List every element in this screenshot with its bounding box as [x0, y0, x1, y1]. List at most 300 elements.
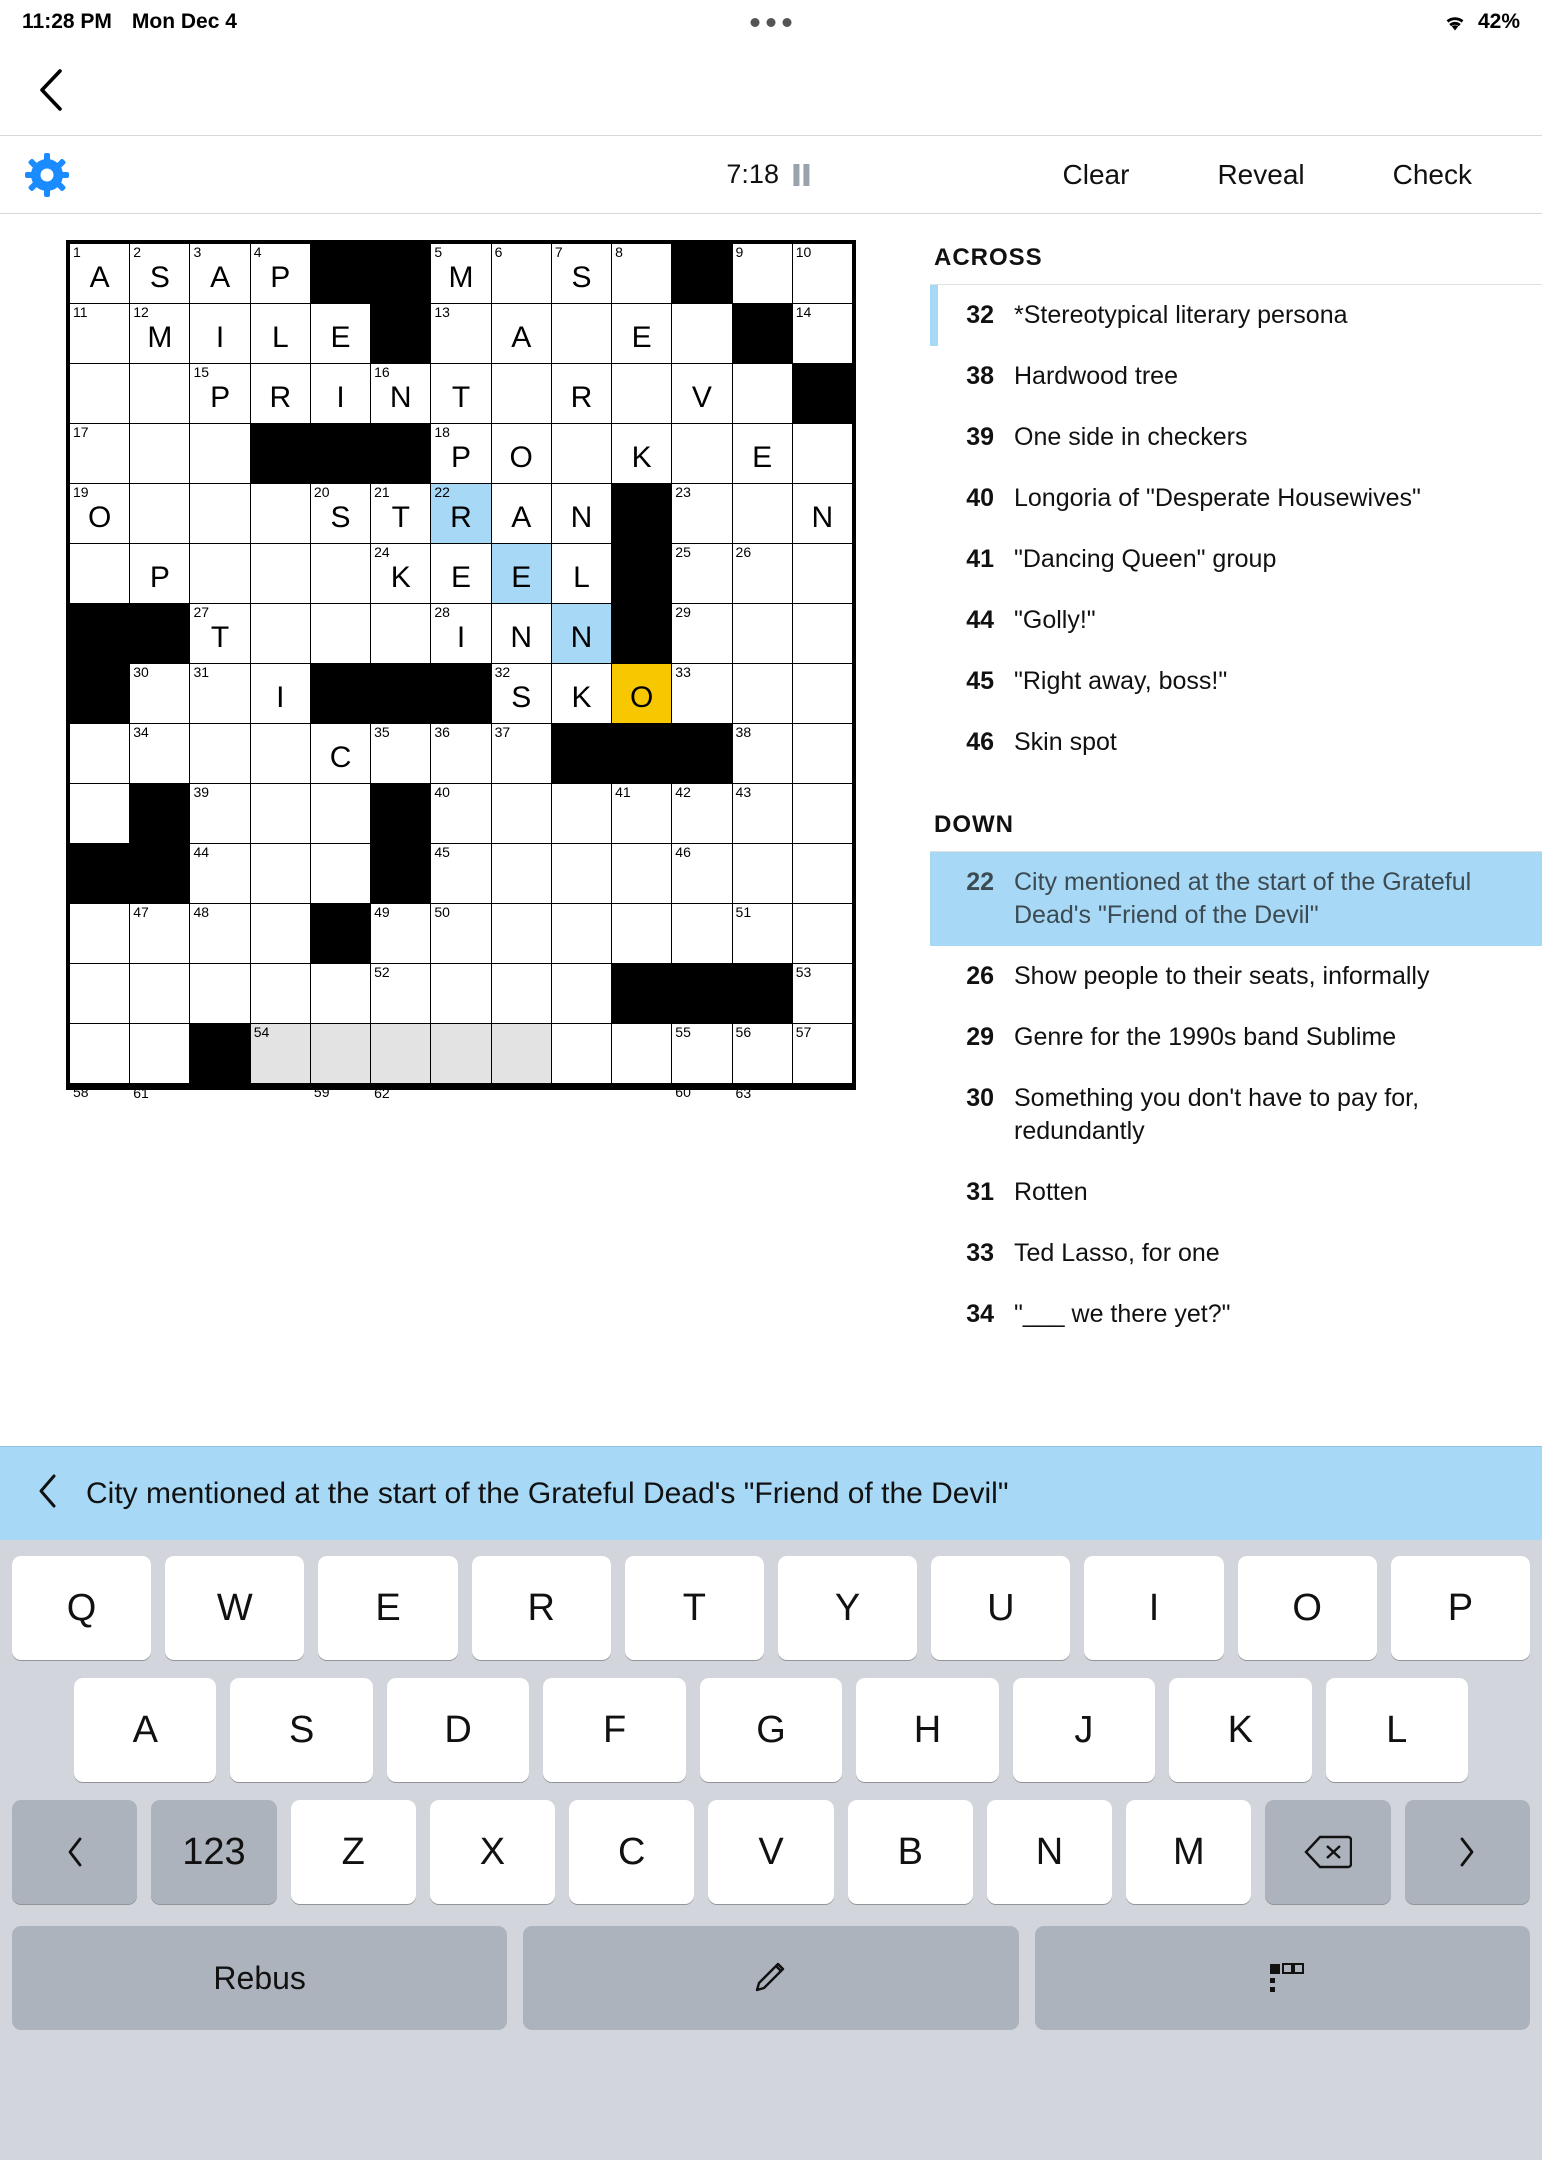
grid-cell[interactable]	[251, 1024, 310, 1083]
grid-cell[interactable]	[251, 964, 310, 1023]
grid-block	[311, 664, 370, 723]
key-c[interactable]: C	[569, 1800, 694, 1904]
cell-number: 25	[675, 544, 691, 560]
timer-group[interactable]	[726, 159, 809, 190]
clue-number: 26	[966, 962, 994, 990]
grid-cell[interactable]	[70, 904, 129, 963]
cell-number: 33	[675, 664, 691, 680]
key-l[interactable]: L	[1326, 1678, 1468, 1782]
clue-number: 33	[966, 1239, 994, 1267]
grid-block	[190, 1024, 249, 1083]
clue-item-down-29[interactable]	[930, 1007, 1542, 1068]
clue-item-across-39[interactable]	[930, 407, 1542, 468]
backspace-icon[interactable]	[1265, 1800, 1390, 1904]
cell-number: 28	[434, 604, 450, 620]
grid-cell[interactable]	[431, 844, 490, 903]
clue-text: "Right away, boss!"	[1014, 667, 1228, 695]
key-v[interactable]: V	[708, 1800, 833, 1904]
keyboard-row-2	[12, 1678, 1530, 1782]
grid-cell[interactable]	[733, 904, 792, 963]
grid-cell[interactable]	[70, 424, 129, 483]
grid-block	[70, 844, 129, 903]
cell-number: 15	[193, 364, 210, 380]
clue-number: 32	[966, 301, 994, 329]
clue-number: 46	[966, 728, 994, 756]
clue-item-across-38[interactable]	[930, 346, 1542, 407]
grid-cell[interactable]	[672, 904, 731, 963]
key-z[interactable]: Z	[291, 1800, 416, 1904]
grid-cell[interactable]	[371, 1024, 430, 1083]
grid-cell[interactable]	[431, 244, 490, 303]
grid-cell[interactable]	[793, 484, 852, 543]
grid-cell[interactable]	[552, 544, 611, 603]
grid-cell[interactable]	[70, 784, 129, 843]
clue-text: Skin spot	[1014, 728, 1117, 756]
key-n[interactable]: N	[987, 1800, 1112, 1904]
cell-letter: N	[570, 620, 593, 654]
clear-button[interactable]: Clear	[1062, 158, 1130, 190]
grid-cell[interactable]	[672, 784, 731, 843]
grid-cell[interactable]	[793, 304, 852, 363]
grid-cell[interactable]	[492, 964, 551, 1023]
grid-cell[interactable]	[431, 1024, 490, 1083]
grid-cell[interactable]	[190, 964, 249, 1023]
cell-letter: T	[210, 620, 230, 654]
grid-cell[interactable]	[552, 1024, 611, 1083]
grid-cell[interactable]	[311, 364, 370, 423]
grid-cell[interactable]	[733, 604, 792, 663]
grid-cell[interactable]	[492, 304, 551, 363]
grid-cell[interactable]	[311, 844, 370, 903]
grid-cell[interactable]	[371, 604, 430, 663]
grid-cell[interactable]	[612, 424, 671, 483]
clue-item-across-32[interactable]	[930, 285, 1542, 346]
grid-cell[interactable]	[190, 784, 249, 843]
grid-cell[interactable]	[70, 244, 129, 303]
grid-cell[interactable]	[492, 424, 551, 483]
grid-cell[interactable]	[612, 244, 671, 303]
grid-cell[interactable]	[612, 1024, 671, 1083]
grid-block	[371, 424, 430, 483]
keyboard-prev-icon[interactable]	[12, 1800, 137, 1904]
cell-letter: M	[448, 260, 474, 294]
grid-cell[interactable]	[190, 904, 249, 963]
clue-item-across-45[interactable]	[930, 651, 1542, 712]
clue-text: Show people to their seats, informally	[1014, 962, 1430, 990]
cell-number: 7	[554, 244, 563, 260]
grid-block	[612, 724, 671, 783]
key-i[interactable]: I	[1084, 1556, 1223, 1660]
grid-cell[interactable]	[311, 304, 370, 363]
grid-cell[interactable]	[190, 724, 249, 783]
keyboard-layout-icon[interactable]	[1035, 1926, 1530, 2030]
key-f[interactable]: F	[543, 1678, 685, 1782]
grid-cell[interactable]	[70, 1024, 129, 1083]
key-g[interactable]: G	[700, 1678, 842, 1782]
cell-number: 43	[735, 784, 752, 800]
grid-cell[interactable]	[612, 664, 671, 723]
grid-cell[interactable]	[552, 904, 611, 963]
grid-cell[interactable]	[793, 844, 852, 903]
grid-cell[interactable]	[672, 304, 731, 363]
cell-number: 44	[193, 844, 210, 860]
grid-cell[interactable]	[552, 424, 611, 483]
grid-cell[interactable]	[251, 544, 310, 603]
grid-block	[612, 544, 671, 603]
grid-cell[interactable]	[733, 484, 792, 543]
key-o[interactable]: O	[1238, 1556, 1377, 1660]
key-k[interactable]: K	[1169, 1678, 1311, 1782]
cell-number: 17	[73, 424, 89, 440]
grid-cell[interactable]	[190, 664, 249, 723]
cell-number: 58	[73, 1084, 89, 1100]
check-button[interactable]: Check	[1392, 158, 1472, 190]
cell-number: 36	[434, 724, 450, 740]
cell-letter: K	[390, 560, 411, 594]
grid-cell[interactable]	[130, 1024, 189, 1083]
grid-cell[interactable]	[251, 304, 310, 363]
grid-cell[interactable]	[251, 604, 310, 663]
keyboard-next-icon[interactable]	[1405, 1800, 1530, 1904]
grid-cell[interactable]	[70, 364, 129, 423]
grid-cell[interactable]	[251, 904, 310, 963]
grid-cell[interactable]	[612, 844, 671, 903]
grid-cell[interactable]	[130, 724, 189, 783]
grid-cell[interactable]	[371, 724, 430, 783]
grid-block	[612, 604, 671, 663]
grid-cell[interactable]	[190, 244, 249, 303]
grid-cell[interactable]	[612, 784, 671, 843]
grid-cell[interactable]	[70, 304, 129, 363]
grid-cell[interactable]	[251, 244, 310, 303]
grid-cell[interactable]	[552, 364, 611, 423]
grid-cell[interactable]	[251, 724, 310, 783]
grid-cell[interactable]	[793, 784, 852, 843]
grid-cell[interactable]	[793, 664, 852, 723]
grid-cell[interactable]	[251, 664, 310, 723]
grid-cell[interactable]	[311, 784, 370, 843]
grid-cell[interactable]	[70, 724, 129, 783]
grid-cell[interactable]	[672, 664, 731, 723]
grid-cell[interactable]	[492, 784, 551, 843]
cell-number: 56	[735, 1024, 752, 1040]
clue-text: Genre for the 1990s band Sublime	[1014, 1023, 1397, 1051]
grid-cell[interactable]	[793, 544, 852, 603]
cell-number: 41	[615, 784, 631, 800]
key-a[interactable]: A	[74, 1678, 216, 1782]
current-clue-bar[interactable]	[0, 1446, 1542, 1540]
cell-letter: A	[210, 260, 231, 294]
grid-cell[interactable]	[311, 964, 370, 1023]
grid-cell[interactable]	[251, 364, 310, 423]
cell-letter: R	[450, 500, 472, 534]
grid-cell[interactable]	[130, 904, 189, 963]
gear-icon[interactable]	[24, 152, 70, 198]
clue-number: 34	[966, 1300, 994, 1328]
grid-cell[interactable]	[431, 484, 490, 543]
grid-cell[interactable]	[612, 304, 671, 363]
grid-cell[interactable]	[431, 904, 490, 963]
grid-cell[interactable]	[431, 424, 490, 483]
cell-letter: L	[271, 320, 289, 354]
grid-cell[interactable]	[492, 904, 551, 963]
grid-cell[interactable]	[130, 484, 189, 543]
grid-cell[interactable]	[793, 604, 852, 663]
grid-cell[interactable]	[431, 964, 490, 1023]
cell-number: 16	[374, 364, 390, 380]
key-w[interactable]: W	[165, 1556, 304, 1660]
grid-cell[interactable]	[793, 964, 852, 1023]
grid-block	[733, 304, 792, 363]
grid-cell[interactable]	[311, 1024, 370, 1083]
grid-cell[interactable]	[130, 544, 189, 603]
grid-cell[interactable]	[552, 844, 611, 903]
clue-number: 39	[966, 423, 994, 451]
grid-cell[interactable]	[552, 304, 611, 363]
grid-cell[interactable]	[733, 664, 792, 723]
grid-cell[interactable]	[371, 964, 430, 1023]
key-h[interactable]: H	[856, 1678, 998, 1782]
clue-item-down-34[interactable]	[930, 1284, 1542, 1345]
grid-cell[interactable]	[130, 424, 189, 483]
grid-cell[interactable]	[672, 484, 731, 543]
grid-cell[interactable]	[311, 484, 370, 543]
clue-prev-icon[interactable]	[34, 1471, 60, 1516]
grid-cell[interactable]	[672, 604, 731, 663]
cell-letter: K	[631, 440, 652, 474]
grid-block	[130, 844, 189, 903]
keyboard-row-1	[12, 1556, 1530, 1660]
clues-pane	[930, 214, 1542, 1446]
puzzle-content	[0, 214, 1542, 1446]
grid-cell[interactable]	[733, 844, 792, 903]
grid-cell[interactable]	[552, 784, 611, 843]
cell-letter: C	[329, 740, 352, 774]
clue-text: Hardwood tree	[1014, 362, 1178, 390]
clue-item-across-40[interactable]	[930, 468, 1542, 529]
clue-item-down-22[interactable]	[930, 852, 1542, 946]
key-p[interactable]: P	[1391, 1556, 1530, 1660]
key-y[interactable]: Y	[778, 1556, 917, 1660]
grid-cell[interactable]	[672, 1024, 731, 1083]
grid-cell[interactable]	[552, 664, 611, 723]
grid-cell[interactable]	[311, 544, 370, 603]
more-dots-icon	[751, 18, 792, 27]
numeric-key[interactable]: 123	[151, 1800, 276, 1904]
grid-block	[371, 664, 430, 723]
grid-cell[interactable]	[492, 244, 551, 303]
grid-cell[interactable]	[552, 604, 611, 663]
grid-block	[311, 244, 370, 303]
cell-letter: S	[149, 260, 170, 294]
clue-number: 41	[966, 545, 994, 573]
grid-cell[interactable]	[431, 784, 490, 843]
grid-block	[431, 664, 490, 723]
grid-cell[interactable]	[733, 724, 792, 783]
key-s[interactable]: S	[230, 1678, 372, 1782]
grid-cell[interactable]	[612, 904, 671, 963]
key-r[interactable]: R	[472, 1556, 611, 1660]
grid-cell[interactable]	[492, 724, 551, 783]
cell-letter: R	[269, 380, 292, 414]
pencil-icon[interactable]	[523, 1926, 1018, 2030]
cell-number: 62	[374, 1085, 390, 1101]
grid-cell[interactable]	[371, 484, 430, 543]
grid-cell[interactable]	[733, 424, 792, 483]
cell-letter: L	[573, 560, 590, 594]
grid-cell[interactable]	[431, 724, 490, 783]
puzzle-toolbar	[0, 136, 1542, 214]
grid-cell[interactable]	[492, 844, 551, 903]
grid-cell[interactable]	[190, 844, 249, 903]
grid-cell[interactable]	[733, 244, 792, 303]
grid-cell[interactable]	[130, 964, 189, 1023]
grid-cell[interactable]	[130, 244, 189, 303]
key-q[interactable]: Q	[12, 1556, 151, 1660]
cell-letter: M	[147, 320, 173, 354]
key-b[interactable]: B	[848, 1800, 973, 1904]
cell-letter: E	[450, 560, 471, 594]
grid-cell[interactable]	[251, 844, 310, 903]
cell-letter: N	[389, 380, 412, 414]
grid-block	[612, 484, 671, 543]
clue-item-across-46[interactable]	[930, 712, 1542, 773]
grid-cell[interactable]	[130, 664, 189, 723]
grid-cell[interactable]	[190, 424, 249, 483]
grid-cell[interactable]	[190, 544, 249, 603]
cell-number: 20	[313, 484, 330, 500]
grid-cell[interactable]	[552, 964, 611, 1023]
grid-cell[interactable]	[70, 484, 129, 543]
grid-cell[interactable]	[552, 244, 611, 303]
clue-item-across-44[interactable]	[930, 590, 1542, 651]
cell-number: 2	[133, 244, 142, 260]
grid-cell[interactable]	[311, 724, 370, 783]
grid-cell[interactable]	[190, 484, 249, 543]
grid-cell[interactable]	[492, 484, 551, 543]
cell-letter: A	[511, 500, 532, 534]
grid-cell[interactable]	[733, 1024, 792, 1083]
grid-cell[interactable]	[190, 604, 249, 663]
grid-cell[interactable]	[190, 304, 249, 363]
grid-block	[311, 904, 370, 963]
grid-cell[interactable]	[251, 484, 310, 543]
back-chevron-icon[interactable]	[34, 65, 68, 115]
cell-number: 39	[193, 784, 210, 800]
grid-cell[interactable]	[251, 784, 310, 843]
grid-cell[interactable]	[492, 544, 551, 603]
key-j[interactable]: J	[1013, 1678, 1155, 1782]
grid-cell[interactable]	[793, 244, 852, 303]
key-u[interactable]: U	[931, 1556, 1070, 1660]
cell-letter: I	[215, 320, 225, 354]
cell-number: 30	[133, 664, 149, 680]
grid-cell[interactable]	[672, 844, 731, 903]
grid-cell[interactable]	[672, 364, 731, 423]
cell-letter: A	[89, 260, 110, 294]
grid-cell[interactable]	[130, 304, 189, 363]
grid-cell[interactable]	[492, 1024, 551, 1083]
cell-number: 8	[615, 244, 623, 260]
grid-cell[interactable]	[492, 604, 551, 663]
key-t[interactable]: T	[625, 1556, 764, 1660]
key-m[interactable]: M	[1126, 1800, 1251, 1904]
grid-cell[interactable]	[793, 1024, 852, 1083]
grid-cell[interactable]	[492, 664, 551, 723]
clue-item-across-41[interactable]	[930, 529, 1542, 590]
grid-cell[interactable]	[431, 304, 490, 363]
cell-number: 23	[675, 484, 691, 500]
crossword-grid[interactable]	[66, 240, 856, 1101]
cell-number: 11	[73, 304, 88, 320]
reveal-button[interactable]: Reveal	[1217, 158, 1305, 190]
grid-cell[interactable]	[672, 544, 731, 603]
clue-item-down-31[interactable]	[930, 1162, 1542, 1223]
cell-letter: V	[691, 380, 712, 414]
grid-cell[interactable]	[130, 364, 189, 423]
cell-letter: O	[509, 440, 533, 474]
clue-item-down-26[interactable]	[930, 946, 1542, 1007]
grid-cell[interactable]	[371, 544, 430, 603]
grid-cell[interactable]	[371, 904, 430, 963]
grid-cell[interactable]	[733, 364, 792, 423]
grid-cell[interactable]	[733, 784, 792, 843]
cell-number: 5	[434, 244, 443, 260]
cell-number: 4	[253, 244, 262, 260]
grid-cell[interactable]	[672, 424, 731, 483]
key-x[interactable]: X	[430, 1800, 555, 1904]
cell-number: 27	[193, 604, 210, 620]
grid-cell[interactable]	[492, 364, 551, 423]
grid-cell[interactable]	[431, 544, 490, 603]
grid-cell[interactable]	[612, 364, 671, 423]
cell-number: 32	[494, 664, 511, 680]
grid-cell[interactable]	[371, 364, 430, 423]
clue-number: 40	[966, 484, 994, 512]
cell-number: 18	[434, 424, 450, 440]
current-clue-text: City mentioned at the start of the Grateful Dead's "Friend of the Devil"	[86, 1476, 1009, 1510]
cell-number: 22	[434, 484, 450, 500]
grid-cell[interactable]	[793, 424, 852, 483]
cell-number: 52	[374, 964, 390, 980]
keyboard-bottom-row	[12, 1922, 1530, 2030]
rebus-button[interactable]: Rebus	[12, 1926, 507, 2030]
status-bar	[0, 0, 1542, 44]
clue-item-down-30[interactable]	[930, 1068, 1542, 1162]
grid-cell[interactable]	[431, 364, 490, 423]
grid-cell[interactable]	[431, 604, 490, 663]
grid-cell[interactable]	[552, 484, 611, 543]
grid-cell[interactable]	[70, 964, 129, 1023]
grid-block	[672, 244, 731, 303]
grid-cell[interactable]	[793, 724, 852, 783]
cell-number: 34	[133, 724, 149, 740]
cell-number: 21	[374, 484, 390, 500]
key-d[interactable]: D	[387, 1678, 529, 1782]
grid-cell[interactable]	[733, 544, 792, 603]
grid-cell[interactable]	[190, 364, 249, 423]
grid-cell[interactable]	[311, 604, 370, 663]
grid-cell[interactable]	[793, 904, 852, 963]
cell-letter: I	[336, 380, 345, 414]
across-header: ACROSS	[930, 240, 1542, 285]
grid-cell[interactable]	[70, 544, 129, 603]
grid-block	[251, 424, 310, 483]
pause-icon[interactable]	[793, 164, 809, 186]
clue-item-down-33[interactable]	[930, 1223, 1542, 1284]
key-e[interactable]: E	[318, 1556, 457, 1660]
grid-block	[371, 304, 430, 363]
